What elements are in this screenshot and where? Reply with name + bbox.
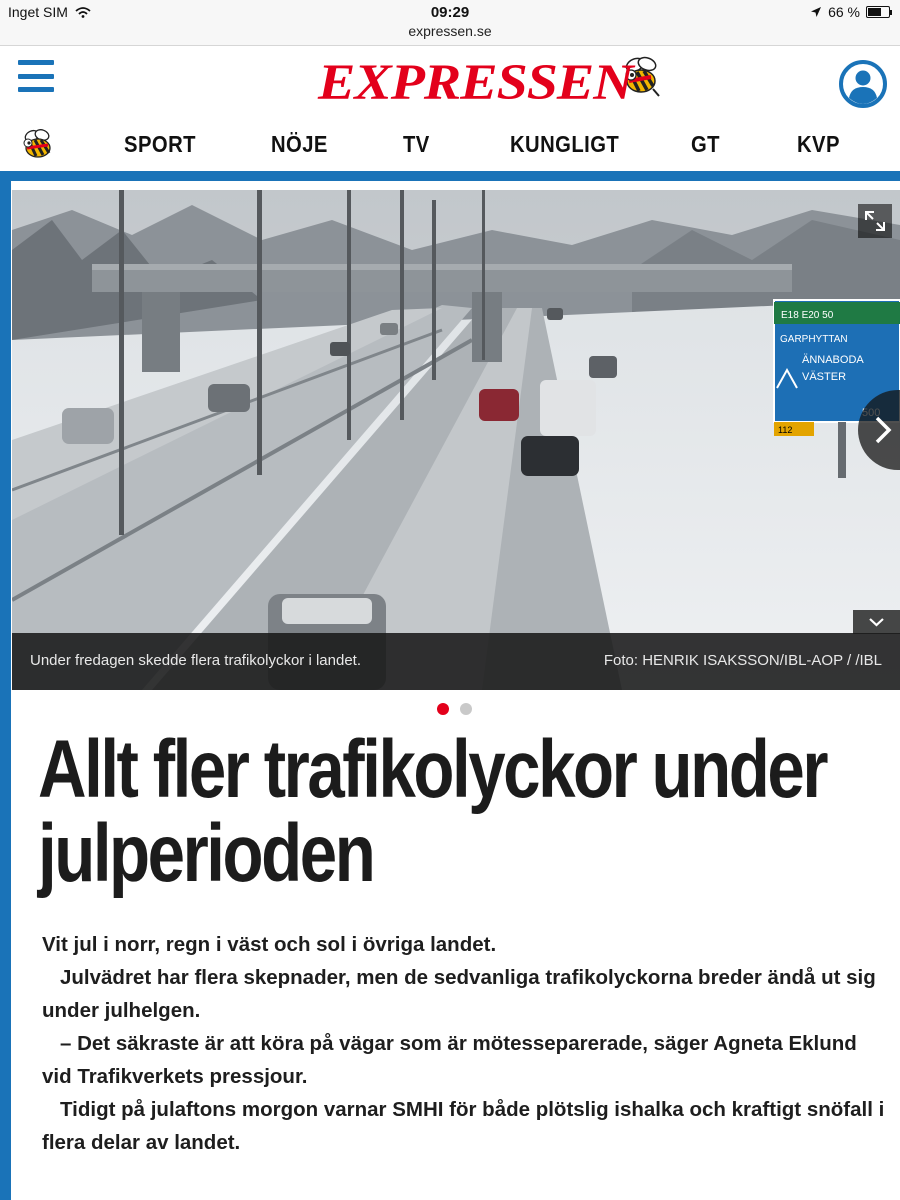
carrier-label: Inget SIM [8,4,68,20]
carousel-next-button[interactable] [858,390,900,470]
fullscreen-expand-icon[interactable] [858,204,892,238]
svg-text:GARPHYTTAN: GARPHYTTAN [780,334,848,345]
location-arrow-icon [810,6,822,18]
chevron-down-icon [853,610,900,634]
photo-credit: Foto: HENRIK ISAKSSON/IBL-AOP / /IBL [603,652,882,669]
clock: 09:29 [430,4,470,21]
article-headline: Allt fler trafikolyckor under julperioden [38,724,827,899]
article-paragraph: Tidigt på julaftons morgon varnar SMHI för både plötslig ishalka och kraftigt snöfall i flera delar av landet. [42,1098,885,1154]
site-header [0,47,900,119]
logo-wordmark: EXPRESSEN [318,55,633,111]
svg-text:ÄNNABODA: ÄNNABODA [802,354,864,366]
nav-item-tv[interactable]: TV [403,131,430,157]
article-image-carousel[interactable] [12,190,900,690]
status-bar [0,0,900,46]
sign-routes: E18 E20 50 [781,310,834,321]
hamburger-menu-icon[interactable] [18,60,54,92]
article-body [42,928,887,1159]
section-nav [0,119,900,171]
nav-divider-bar [0,171,900,181]
status-bar-right [810,4,890,20]
user-account-icon[interactable] [838,59,888,109]
carousel-pagination [437,703,472,715]
article-left-border [0,181,11,1200]
svg-text:112: 112 [778,425,793,435]
battery-icon [866,6,890,18]
article-paragraph: Julvädret har flera skepnader, men de sedvanliga trafikolyckorna breder ändå ut sig under julhelgen. [42,966,876,1022]
image-caption: Under fredagen skedde flera trafikolyckor i landet. [30,652,362,669]
nav-item-kvp[interactable]: KVP [797,131,840,157]
chevron-right-icon [858,390,900,470]
article-paragraph: – Det säkraste är att köra på vägar som är mötesseparerade, säger Agneta Eklund vid Trafikverkets pressjour. [42,1032,857,1088]
battery-percent: 66 % [828,4,860,20]
nav-item-noje[interactable]: NÖJE [271,131,328,157]
carousel-dot[interactable] [460,703,472,715]
battery-fill [868,8,881,16]
expressen-logo[interactable] [318,53,663,113]
snowy-highway-photo [12,190,900,690]
nav-item-sport[interactable]: SPORT [124,131,196,157]
svg-text:VÄSTER: VÄSTER [802,371,847,383]
carousel-dot[interactable] [437,703,449,715]
nav-item-kungligt[interactable]: KUNGLIGT [510,131,620,157]
address-bar-url[interactable]: expressen.se [408,23,492,39]
wasp-home-icon[interactable] [18,127,56,161]
article-paragraph: Vit jul i norr, regn i väst och sol i övriga landet. [42,933,497,956]
image-caption-bar [12,633,900,690]
nav-item-gt[interactable]: GT [691,131,720,157]
caption-toggle-button[interactable] [853,610,900,634]
